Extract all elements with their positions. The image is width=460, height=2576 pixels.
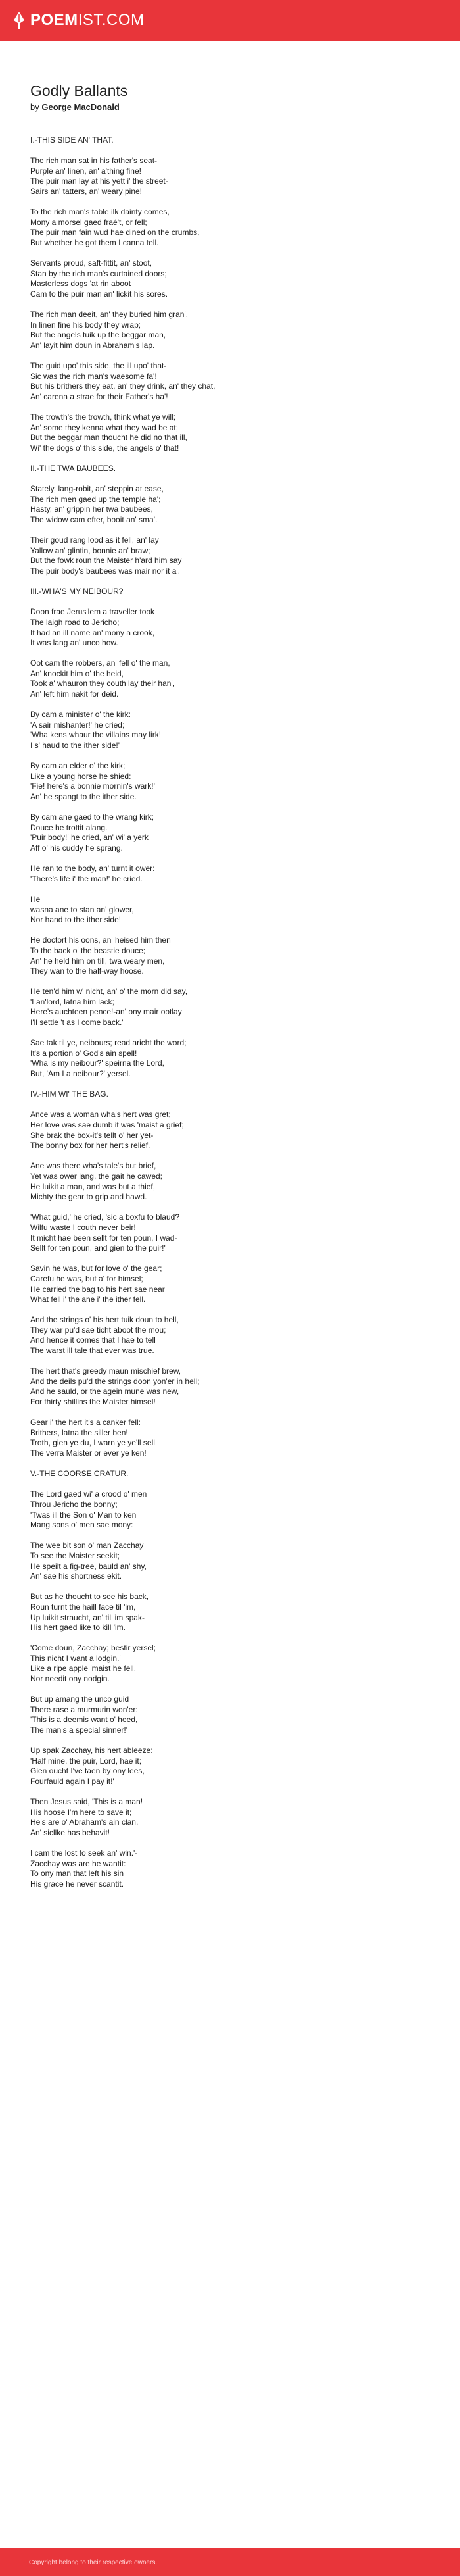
poem-line: He ten'd him w' nicht, an' o' the morn did say, xyxy=(30,987,188,997)
poem-stanza xyxy=(30,895,430,926)
poem-line: The puir body's baubees was mair nor it a'. xyxy=(30,566,181,576)
poem-line: The wee bit son o' man Zacchay xyxy=(30,1541,144,1550)
poem-line: But his brithers they eat, an' they drink, an' they chat, xyxy=(30,382,216,391)
poem-line: An' left him nakit for deid. xyxy=(30,689,119,699)
poem-stanza xyxy=(30,310,430,351)
poem-stanza xyxy=(30,464,430,474)
poem-line: Brithers, latna the siller ben! xyxy=(30,1427,128,1437)
poem-stanza xyxy=(30,587,430,597)
poem-line: Up luikit straucht, an' til 'im spak- xyxy=(30,1612,145,1622)
poem-stanza xyxy=(30,1746,430,1787)
poem-stanza xyxy=(30,535,430,576)
poem-line: Ance was a woman wha's hert was gret; xyxy=(30,1110,171,1120)
poem-line: Sic was the rich man's waesome fa'! xyxy=(30,371,157,381)
poem-line: But, 'Am I a neibour?' yersel. xyxy=(30,1069,131,1079)
poem-stanza xyxy=(30,710,430,751)
poem-line: Throu Jericho the bonny; xyxy=(30,1499,118,1509)
poem-line: Up spak Zacchay, his hert ableeze: xyxy=(30,1746,153,1756)
poem-content xyxy=(0,41,460,2548)
site-name-bold: POEM xyxy=(30,11,78,29)
poem-body xyxy=(30,136,430,1890)
poem-line: An' sicllke has behavit! xyxy=(30,1827,110,1837)
poem-line: This nicht I want a lodgin.' xyxy=(30,1653,121,1663)
poem-line: 'Wha is my neibour?' speirna the Lord, xyxy=(30,1058,165,1068)
poem-stanza xyxy=(30,1695,430,1735)
poem-stanza xyxy=(30,658,430,699)
quill-pen-icon xyxy=(13,12,25,29)
poem-line: Mony a morsel gaed fraé't, or fell; xyxy=(30,217,147,227)
poem-line: Douce he trottit alang. xyxy=(30,822,108,832)
poem-line: wasna ane to stan an' glower, xyxy=(30,904,134,914)
poem-line: 'A sair mishanter!' he cried; xyxy=(30,720,125,730)
poem-line: Aff o' his cuddy he sprang. xyxy=(30,843,123,853)
poem-stanza xyxy=(30,1469,430,1479)
poem-line: Their goud rang lood as it fell, an' lay xyxy=(30,535,159,545)
poem-line: Her love was sae dumb it was 'maist a grief; xyxy=(30,1120,184,1129)
poem-line: V.-THE COORSE CRATUR. xyxy=(30,1469,129,1479)
poem-line: But up amang the unco guid xyxy=(30,1695,129,1704)
poem-line: Stan by the rich man's curtained doors; xyxy=(30,268,167,278)
poem-line: 'What guid,' he cried, 'sic a boxfu to blaud? xyxy=(30,1212,180,1222)
poem-title: Godly Ballants xyxy=(30,82,128,99)
poem-line: He carried the bag to his hert sae near xyxy=(30,1284,165,1294)
poem-line: It was lang an' unco how. xyxy=(30,638,118,648)
poem-stanza xyxy=(30,1264,430,1304)
poem-line: They wan to the half-way hoose. xyxy=(30,966,144,976)
poem-line: Sae tak til ye, neibours; read aricht the word; xyxy=(30,1038,187,1048)
poem-stanza xyxy=(30,1110,430,1151)
poem-line: He doctort his oons, an' heised him then xyxy=(30,935,171,945)
poem-stanza xyxy=(30,412,430,453)
poem-line: An' carena a strae for their Father's ha'! xyxy=(30,391,168,401)
poem-line: But the angels tuik up the beggar man, xyxy=(30,330,166,340)
poem-line: His hert gaed like to kill 'im. xyxy=(30,1623,126,1633)
poem-line: Michty the gear to grip and hawd. xyxy=(30,1192,147,1202)
poem-line: An' sae his shortness ekit. xyxy=(30,1572,122,1581)
poem-line: By cam a minister o' the kirk: xyxy=(30,710,131,720)
poem-line: And hence it comes that I hae to tell xyxy=(30,1335,156,1345)
poem-line: Wi' the dogs o' this side, the angels o' that! xyxy=(30,443,179,453)
poem-line: They war pu'd sae ticht aboot the mou; xyxy=(30,1325,166,1335)
poem-line: Stately, lang-robit, an' steppin at ease, xyxy=(30,484,164,494)
poem-stanza xyxy=(30,1848,430,1889)
poem-line: Mang sons o' men sae mony: xyxy=(30,1520,133,1530)
poem-stanza xyxy=(30,1489,430,1530)
poem-line: The puir man lay at his yett i' the street- xyxy=(30,176,168,186)
poem-line: He ran to the body, an' turnt it ower: xyxy=(30,864,155,874)
poem-stanza xyxy=(30,1366,430,1407)
poem-line: The verra Maister or ever ye ken! xyxy=(30,1449,147,1458)
poem-line: But the beggar man thoucht he did no that ill, xyxy=(30,433,187,443)
poem-line: By cam ane gaed to the wrang kirk; xyxy=(30,812,154,822)
poem-line: The rich man deeit, an' they buried him gran', xyxy=(30,310,189,320)
poem-line: And the strings o' his hert tuik doun to hell, xyxy=(30,1315,179,1325)
poem-line: Took a' whauron they couth lay their han', xyxy=(30,679,175,689)
poem-line: An' some they kenna what they wad be at; xyxy=(30,422,179,432)
poem-line: Nor needit ony nodgin. xyxy=(30,1674,110,1684)
poem-stanza xyxy=(30,1315,430,1356)
poem-line: Roun turnt the haill face til 'im, xyxy=(30,1602,136,1612)
poem-line: Masterless dogs 'at rin aboot xyxy=(30,279,131,289)
poem-stanza xyxy=(30,1161,430,1202)
poem-line: The widow cam efter, booit an' sma'. xyxy=(30,514,158,524)
poem-line: 'Lan'lord, latna him lack; xyxy=(30,997,114,1006)
poem-line: His hoose I'm here to save it; xyxy=(30,1807,132,1817)
poem-stanza xyxy=(30,1212,430,1253)
poem-line: Yallow an' glintin, bonnie an' braw; xyxy=(30,545,150,555)
poem-line: By cam an elder o' the kirk; xyxy=(30,761,126,771)
poem-line: An' he spangt to the ither side. xyxy=(30,792,137,801)
poem-stanza xyxy=(30,1038,430,1079)
poem-line: III.-WHA'S MY NEIBOUR? xyxy=(30,587,124,597)
top-header xyxy=(0,0,460,41)
poem-line: And the deils pu'd the strings doon yon'er in hell; xyxy=(30,1376,200,1386)
poem-line: II.-THE TWA BAUBEES. xyxy=(30,464,116,473)
poem-line: I'll settle 't as I come back.' xyxy=(30,1018,124,1028)
poem-line: It micht hae been sellt for ten poun, I wad- xyxy=(30,1233,177,1243)
poem-stanza xyxy=(30,1089,430,1100)
poem-line: Troth, gien ye du, I warn ye ye'll sell xyxy=(30,1438,155,1448)
poem-line: To the back o' the beastie douce; xyxy=(30,945,146,955)
poem-line: And he sauld, or the agein mune was new, xyxy=(30,1387,179,1397)
poem-line: It had an ill name an' mony a crook, xyxy=(30,628,155,637)
byline-prefix: by xyxy=(30,102,39,112)
poem-stanza xyxy=(30,361,430,402)
poem-line: An' he held him on till, twa weary men, xyxy=(30,956,165,966)
poem-line: He speilt a fig-tree, bauld an' shy, xyxy=(30,1561,147,1571)
poem-stanza xyxy=(30,259,430,299)
poem-line: 'Puir body!' he cried, an' wi' a yerk xyxy=(30,833,149,843)
poem-line: 'Wha kens whaur the villains may lirk! xyxy=(30,730,162,740)
poem-line: What fell i' the ane i' the ither fell. xyxy=(30,1295,146,1304)
poem-line: Here's auchteen pence!-an' ony mair ootlay xyxy=(30,1007,182,1017)
poem-line: IV.-HIM WI' THE BAG. xyxy=(30,1089,108,1099)
poem-line: The bonny box for her hert's relief. xyxy=(30,1141,150,1151)
poem-line: 'This is a deemis want o' heed, xyxy=(30,1715,138,1725)
poem-line: Like a young horse he shied: xyxy=(30,771,131,781)
poem-stanza xyxy=(30,607,430,648)
poem-line: 'Half mine, the puir, Lord, hae it; xyxy=(30,1756,142,1766)
poem-line: 'Come doun, Zacchay; bestir yersel; xyxy=(30,1643,156,1653)
poem-line: In linen fine his body they wrap; xyxy=(30,320,141,330)
poem-line: I cam the lost to seek an' win.'- xyxy=(30,1848,138,1858)
poem-line: He's are o' Abraham's ain clan, xyxy=(30,1818,139,1827)
poem-stanza xyxy=(30,812,430,853)
poem-line: 'There's life i' the man!' he cried. xyxy=(30,874,143,883)
poem-stanza xyxy=(30,761,430,802)
poem-line: The rich man sat in his father's seat- xyxy=(30,156,158,166)
poem-line: To ony man that left his sin xyxy=(30,1869,124,1879)
poem-line: I.-THIS SIDE AN' THAT. xyxy=(30,136,114,145)
poem-line: Then Jesus said, 'This is a man! xyxy=(30,1797,143,1807)
poem-line: I s' haud to the ither side!' xyxy=(30,741,120,751)
poem-stanza xyxy=(30,207,430,248)
poem-line: He luikit a man, and was but a thief, xyxy=(30,1181,156,1191)
poem-stanza xyxy=(30,987,430,1028)
poem-line: Sairs an' tatters, an' weary pine! xyxy=(30,186,142,196)
poem-line: But the fowk roun the Maister h'ard him say xyxy=(30,556,182,566)
poem-line: Gear i' the hert it's a canker fell: xyxy=(30,1418,141,1427)
poem-line: To see the Maister seekit; xyxy=(30,1550,120,1560)
site-logo[interactable] xyxy=(13,11,145,30)
poem-stanza xyxy=(30,1592,430,1633)
page-footer xyxy=(0,2548,460,2576)
poem-line: It's a portion o' God's ain spell! xyxy=(30,1048,137,1058)
poem-stanza xyxy=(30,935,430,976)
poem-line: But as he thoucht to see his back, xyxy=(30,1592,149,1602)
poem-stanza xyxy=(30,1418,430,1458)
poem-line: The man's a special sinner!' xyxy=(30,1725,127,1735)
poem-line: Carefu he was, but a' for himsel; xyxy=(30,1274,143,1283)
poem-line: He xyxy=(30,894,41,904)
poem-line: Gien oucht I've taen by ony lees, xyxy=(30,1766,145,1776)
poem-line: The warst ill tale that ever was true. xyxy=(30,1346,154,1356)
poem-line: To the rich man's table ilk dainty comes, xyxy=(30,207,170,217)
poem-line: There rase a murmurin won'er: xyxy=(30,1704,138,1714)
poem-line: Like a ripe apple 'maist he fell, xyxy=(30,1664,137,1673)
poem-line: Wilfu waste I couth never beir! xyxy=(30,1222,136,1232)
poem-stanza xyxy=(30,1797,430,1838)
site-name-light: IST.COM xyxy=(78,11,145,29)
poem-line: Ane was there wha's tale's but brief, xyxy=(30,1161,156,1171)
poem-stanza xyxy=(30,136,430,146)
poem-stanza xyxy=(30,1643,430,1684)
poem-line: Zacchay was are he wantit: xyxy=(30,1858,126,1868)
copyright-text: Copyright belong to their respective owners. xyxy=(29,2558,158,2566)
poem-line: Savin he was, but for love o' the gear; xyxy=(30,1264,162,1274)
poem-line: Doon frae Jerus'lem a traveller took xyxy=(30,607,155,617)
poem-line: The hert that's greedy maun mischief brew, xyxy=(30,1366,181,1376)
poem-line: Cam to the puir man an' lickit his sores. xyxy=(30,289,168,299)
poem-stanza xyxy=(30,484,430,525)
poem-line: Fourfauld again I pay it!' xyxy=(30,1777,114,1786)
poem-line: 'Fie! here's a bonnie mornin's wark!' xyxy=(30,781,155,791)
poem-stanza xyxy=(30,156,430,197)
site-name xyxy=(30,11,145,30)
poem-line: His grace he never scantit. xyxy=(30,1879,124,1889)
poem-line: An' layit him doun in Abraham's lap. xyxy=(30,340,155,350)
poem-line: An' knockit him o' the heid, xyxy=(30,668,124,678)
poem-line: For thirty shillins the Maister himsel! xyxy=(30,1397,156,1407)
poem-line: Purple an' linen, an' a'thing fine! xyxy=(30,166,141,176)
poem-line: The trowth's the trowth, think what ye will; xyxy=(30,412,176,422)
poem-line: The puir man fain wud hae dined on the crumbs, xyxy=(30,228,200,237)
poem-line: Servants proud, saft-fittit, an' stoot, xyxy=(30,259,152,268)
poem-line: The guid upo' this side, the ill upo' that- xyxy=(30,361,167,371)
poem-line: Yet was ower lang, the gait he cawed; xyxy=(30,1171,163,1181)
author-link[interactable]: George MacDonald xyxy=(41,102,120,112)
poem-stanza xyxy=(30,1541,430,1581)
poem-line: Sellt for ten poun, and gien to the puir!' xyxy=(30,1243,166,1253)
poem-line: Oot cam the robbers, an' fell o' the man, xyxy=(30,658,170,668)
poem-stanza xyxy=(30,864,430,884)
poem-line: 'Twas ill the Son o' Man to ken xyxy=(30,1510,137,1520)
poem-line: Hasty, an' grippin her twa baubees, xyxy=(30,505,153,514)
poem-line: The rich men gaed up the temple ha'; xyxy=(30,494,161,504)
poem-line: The Lord gaed wi' a crood o' men xyxy=(30,1489,147,1499)
poem-byline xyxy=(30,101,430,113)
poem-line: But whether he got them I canna tell. xyxy=(30,237,159,247)
poem-line: She brak the box-it's tellt o' her yet- xyxy=(30,1130,154,1140)
poem-line: Nor hand to the ither side! xyxy=(30,915,122,925)
poem-line: The laigh road to Jericho; xyxy=(30,617,120,627)
